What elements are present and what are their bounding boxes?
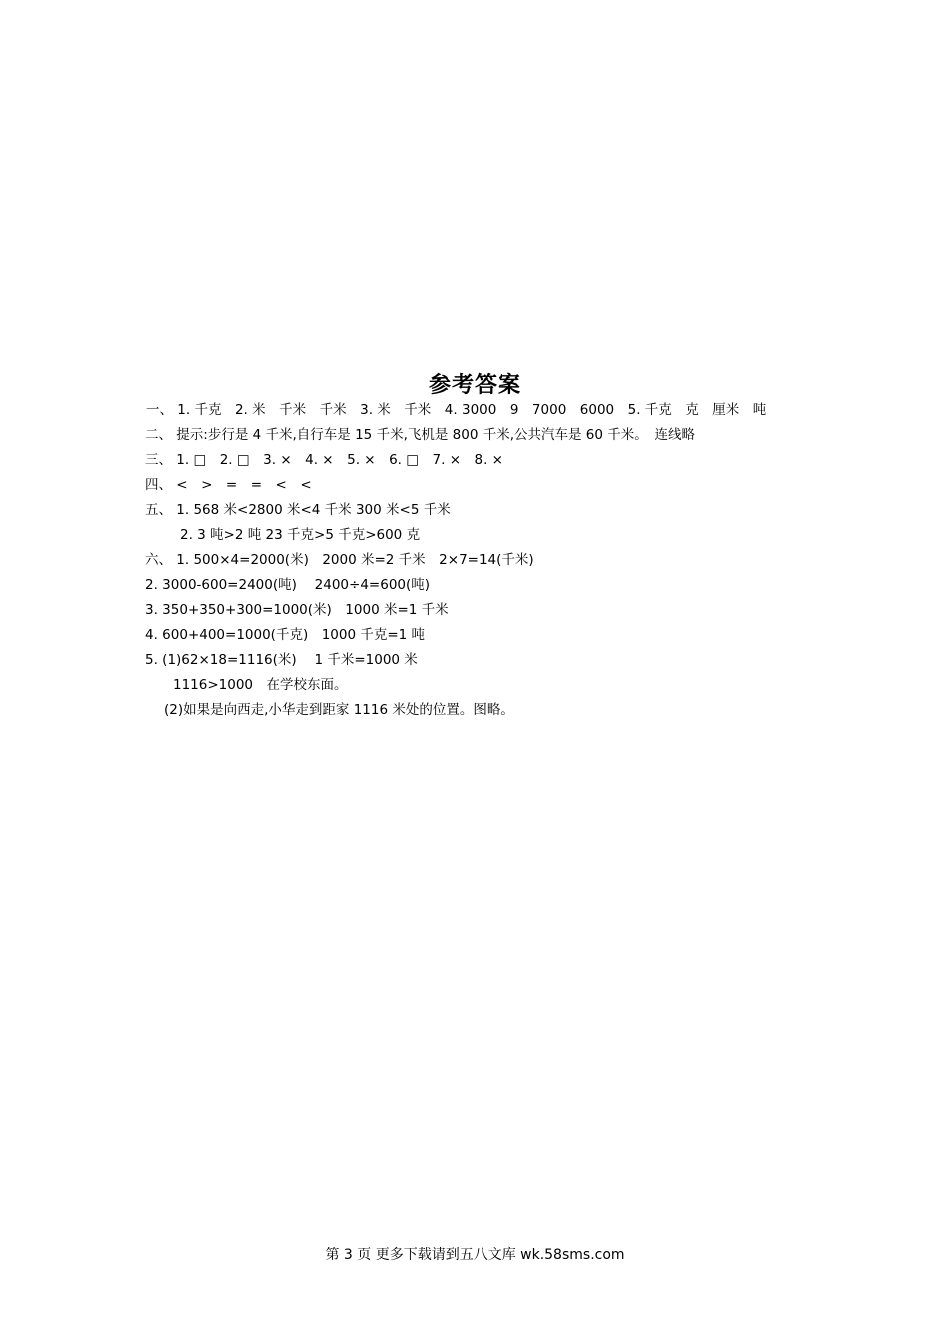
answer-line-9: 3. 350+350+300=1000(米) 1000 米=1 千米 (145, 602, 449, 618)
answer-line-12: 1116>1000 在学校东面。 (173, 677, 348, 693)
answer-line-13: (2)如果是向西走,小华走到距家 1116 米处的位置。图略。 (164, 702, 514, 718)
answer-line-11: 5. (1)62×18=1116(米) 1 千米=1000 米 (145, 652, 418, 668)
answer-line-1: 一、 1. 千克 2. 米 千米 千米 3. 米 千米 4. 3000 9 7000 6000 5. 千克 克 厘米 吨 (146, 402, 767, 418)
answer-line-8: 2. 3000-600=2400(吨) 2400÷4=600(吨) (145, 577, 431, 593)
answer-line-7: 六、 1. 500×4=2000(米) 2000 米=2 千米 2×7=14(千米) (145, 552, 534, 568)
answer-line-10: 4. 600+400=1000(千克) 1000 千克=1 吨 (145, 627, 426, 643)
answer-line-5: 五、 1. 568 米<2800 米<4 千米 300 米<5 千米 (145, 502, 451, 518)
page-title: 参考答案 (428, 373, 521, 398)
page-footer: 第 3 页 更多下载请到五八文库 wk.58sms.com (325, 1247, 625, 1263)
answer-line-2: 二、 提示:步行是 4 千米,自行车是 15 千米,飞机是 800 千米,公共汽车是 60 千米。 连线略 (145, 427, 696, 443)
answer-line-3: 三、 1. □ 2. □ 3. × 4. × 5. × 6. □ 7. × 8. × (145, 452, 503, 468)
answer-line-4: 四、 < > = = < < (145, 477, 312, 493)
answer-line-6: 2. 3 吨>2 吨 23 千克>5 千克>600 克 (180, 527, 421, 543)
